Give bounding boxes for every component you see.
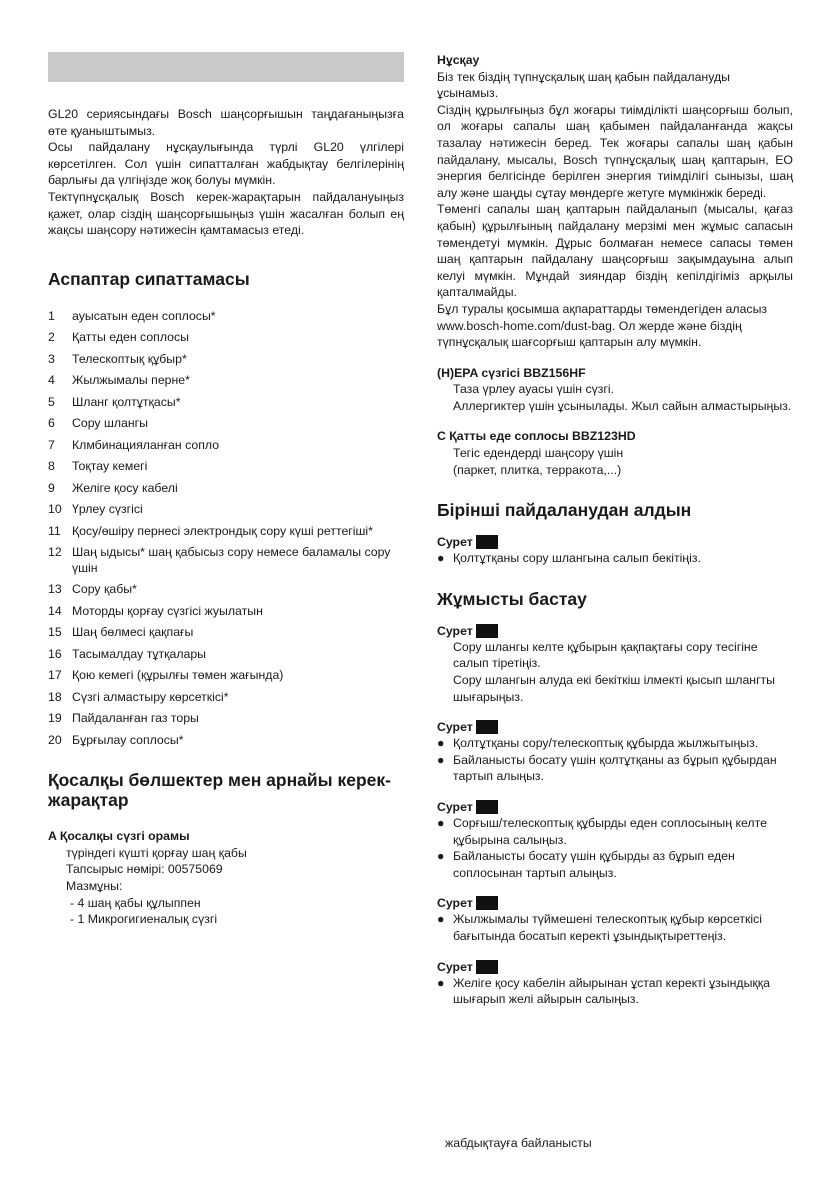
desc-item xyxy=(48,524,404,540)
note-paragraph: Сіздің құрылғыңыз бұл жоғары тиімділікті шаңсорғыш болып, ол жоғары сапалы шаң қабымен пайдаланғанда жақсы тазалау нәтижесін беред. Тек жоғары сапалы шаң қабын пайдалану, мысалы, Bosch түпнұсқалық шаң қаптарын, ЕО энергия белгісінде берілген энергия тиімділігі сынызы, шаң алу және шаңды сұтау мөндерге жетуге мүмкінжік береді. xyxy=(437,102,793,200)
figure-label: Сурет xyxy=(437,895,793,911)
desc-item xyxy=(48,395,404,411)
desc-item-text: Клмбинацияланған сопло xyxy=(72,437,220,452)
bullet-item: ● Қолтұтқаны сору шлангына салып бекітіңіз. xyxy=(437,551,701,566)
desc-item xyxy=(48,711,404,727)
hepa-heading: (H)EPA сүзгісі BBZ156HF xyxy=(437,365,586,380)
header-bar xyxy=(48,52,404,82)
desc-item xyxy=(48,373,404,389)
figure-box xyxy=(476,624,498,638)
desc-item xyxy=(48,352,404,368)
desc-item-text: Сүзгі алмастыру көрсеткісі* xyxy=(72,689,229,704)
desc-item-number: 16 xyxy=(48,646,62,661)
desc-item xyxy=(48,668,404,684)
c-line: Тегіс едендерді шаңсору үшін xyxy=(453,446,624,461)
desc-item-text: Жылжымалы перне* xyxy=(72,373,190,388)
desc-item-text: Тоқтау кемегі xyxy=(72,459,148,474)
desc-item xyxy=(48,733,404,749)
c-heading: C Қатты еде соплосы BBZ123HD xyxy=(437,429,636,444)
figure-box xyxy=(476,800,498,814)
partA-line: түріндегі күшті қорғау шаң қабы xyxy=(66,845,247,860)
desc-item xyxy=(48,647,404,663)
desc-item-number: 1 xyxy=(48,308,55,323)
desc-item-number: 15 xyxy=(48,625,62,640)
parts-heading: Қосалқы бөлшектер мен арнайы керек-жарақтар xyxy=(48,770,391,811)
figure-label: Сурет xyxy=(437,719,793,735)
desc-item xyxy=(48,330,404,346)
desc-item-number: 5 xyxy=(48,394,55,409)
figure-box xyxy=(476,535,498,549)
hepa-line: Аллергиктер үшін ұсынылады. Жыл сайын алмастырыңыз. xyxy=(453,398,792,413)
bullet-item: ● Жылжымалы түймешені телескоптық құбыр көрсеткісі бағытында босатып керекті ұзындықтыреттеңіз. xyxy=(437,912,763,943)
desc-item-number: 17 xyxy=(48,668,62,683)
desc-item-text: Желіге қосу кабелі xyxy=(72,480,178,495)
hepa-line: Таза үрлеу ауасы үшін сүзгі. xyxy=(453,382,615,397)
desc-list xyxy=(48,309,404,749)
desc-item xyxy=(48,309,404,325)
desc-item xyxy=(48,690,404,706)
desc-item xyxy=(48,459,404,475)
note-paragraph: Бұл туралы қосымша ақпараттарды төмендегіден аласыз xyxy=(437,301,768,316)
desc-item xyxy=(48,582,404,598)
figure-box xyxy=(476,720,498,734)
figure-label: Сурет xyxy=(437,959,793,975)
intro-paragraph: GL20 сериясындағы Bosch шаңсорғышын таңдағаныңызға өте қуаныштымыз. xyxy=(48,107,404,138)
desc-item-text: Шаң ыдысы* шаң қабысыз сору немесе баламалы сору үшін xyxy=(72,545,391,575)
desc-item-number: 18 xyxy=(48,689,62,704)
before-heading: Бірінші пайдаланудан алдын xyxy=(437,500,692,521)
desc-item-text: Қою кемегі (құрылғы төмен жағында) xyxy=(72,668,284,683)
desc-item xyxy=(48,604,404,620)
partA-line: Мазмұны: xyxy=(66,879,123,894)
desc-item-number: 14 xyxy=(48,603,62,618)
start-heading: Жұмысты бастау xyxy=(437,588,587,609)
bullet-item: ● Қолтұтқаны сору/телескоптық құбырда жылжытыңыз. xyxy=(437,736,759,751)
left-column xyxy=(48,52,404,928)
partA-heading: A Қосалқы сүзгі орамы xyxy=(48,829,190,844)
desc-item-number: 6 xyxy=(48,416,55,431)
desc-item-number: 2 xyxy=(48,330,55,345)
bullet-item: ● Сорғыш/телескоптық құбырды еден соплосының келте құбырына салыңыз. xyxy=(437,816,767,847)
desc-item xyxy=(48,625,404,641)
figure-box xyxy=(476,896,498,910)
desc-item-number: 11 xyxy=(48,523,61,538)
desc-item-text: Бұрғылау соплосы* xyxy=(72,732,184,747)
c-line: (паркет, плитка, терракота,...) xyxy=(453,462,622,477)
desc-item-number: 20 xyxy=(48,732,62,747)
bullet-item: ● Байланысты босату үшін құбырды аз бұрып еден соплосынан тартып алыңыз. xyxy=(437,849,735,880)
desc-heading: Аспаптар сипаттамасы xyxy=(48,268,250,289)
desc-item-text: Сору шлангы xyxy=(72,416,148,431)
bullet-item: ● Байланысты босату үшін қолтұтқаны аз бұрып құбырдан тартып алыңыз. xyxy=(437,752,777,784)
partA-line: Тапсырыс нөмірі: 00575069 xyxy=(66,862,223,877)
desc-item xyxy=(48,416,404,432)
figure-box xyxy=(476,960,498,974)
step-line: Сору шлангы келте құбырын қақпақтағы сору тесігіне салып тіретіңіз. xyxy=(453,639,758,671)
partA-lines xyxy=(48,845,404,928)
desc-item xyxy=(48,502,404,518)
desc-item xyxy=(48,545,404,576)
desc-item-text: ауысатын еден соплосы* xyxy=(72,308,216,323)
desc-item-number: 13 xyxy=(48,582,62,597)
figure-label: Сурет xyxy=(437,799,793,815)
desc-item-number: 7 xyxy=(48,437,55,452)
note-paragraph: Біз тек біздің түпнұсқалық шаң қабын пайдалануды ұсынамыз. xyxy=(437,69,730,101)
desc-item-number: 8 xyxy=(48,459,55,474)
intro-paragraph: Осы пайдалану нұсқаулығында түрлі GL20 үлгілері көрсетілген. Сол үшін сипатталған жабдықтау белгілерінің барлығы да үлгіңізде жоқ болуы мүмкін. xyxy=(48,140,404,188)
desc-item-number: 10 xyxy=(48,502,62,517)
desc-item xyxy=(48,481,404,497)
desc-item-number: 4 xyxy=(48,373,55,388)
bullet-item: ● Желіге қосу кабелін айырынан ұстап керекті ұзындыққа шығарып желі айырын салыңыз. xyxy=(437,975,771,1007)
footer-text: жабдықтауға байланысты xyxy=(445,1136,592,1150)
desc-item-number: 3 xyxy=(48,351,55,366)
desc-item-text: Пайдаланған газ торы xyxy=(72,711,199,726)
figure-label: Сурет xyxy=(437,534,793,550)
note-link-paragraph: www.bosch-home.com/dust-bag. Ол жерде және біздің түпнұсқалық шағсорғыш қаптарын алу мүмкін. xyxy=(437,318,742,350)
partA-line: - 4 шаң қабы құлыппен xyxy=(70,895,201,910)
desc-item-text: Тасымалдау тұтқалары xyxy=(72,646,207,661)
desc-item-text: Моторды қорғау сүзгісі жуылатын xyxy=(72,603,263,618)
note-heading: Нұсқау xyxy=(437,53,480,67)
step-line: Сору шлангын алуда екі бекіткіш ілмекті қысып шлангты шығарыңыз. xyxy=(453,673,776,704)
desc-item-number: 19 xyxy=(48,711,62,726)
intro-paragraph: Тектүпнұсқалық Bosch керек-жарақтарын пайдалануыңыз қажет, олар сіздің шаңсорғышыңыз үшін жасалған болып ең жақсы шаңсору нәтижесін қамтамасыз етеді. xyxy=(48,189,404,238)
desc-item-text: Шаң бөлмесі қақпағы xyxy=(72,625,194,640)
note-paragraph: Төменгі сапалы шаң қаптарын пайдаланып (мысалы, қағаз қабын) құрылғының пайдалану мерзімі мен жұмыс сапасын төмендетуі мүмкін. Дұрыс болмаған немесе сапасы төмен шаң қаптарын пайдалану шаңсорғыш зақымдауына алып келуі мүмкін. Мұндай зияндар біздің кепілдігіміз арқылы қапталмайды. xyxy=(437,202,793,300)
desc-item-text: Телескоптық құбыр* xyxy=(72,351,187,366)
desc-item xyxy=(48,438,404,454)
desc-item-text: Қосу/өшіру пернесі электрондық сору күші реттегіші* xyxy=(72,523,373,538)
desc-item-text: Үрлеу сүзгісі xyxy=(72,502,143,517)
desc-item-number: 9 xyxy=(48,480,55,495)
desc-item-number: 12 xyxy=(48,545,62,560)
desc-item-text: Шланг қолтұтқасы* xyxy=(72,394,181,409)
right-column xyxy=(437,52,793,1008)
figure-label: Сурет xyxy=(437,623,793,639)
partA-line: - 1 Микрогигиеналық сүзгі xyxy=(70,912,218,927)
desc-item-text: Сору қабы* xyxy=(72,582,137,597)
desc-item-text: Қатты еден соплосы xyxy=(72,330,189,345)
